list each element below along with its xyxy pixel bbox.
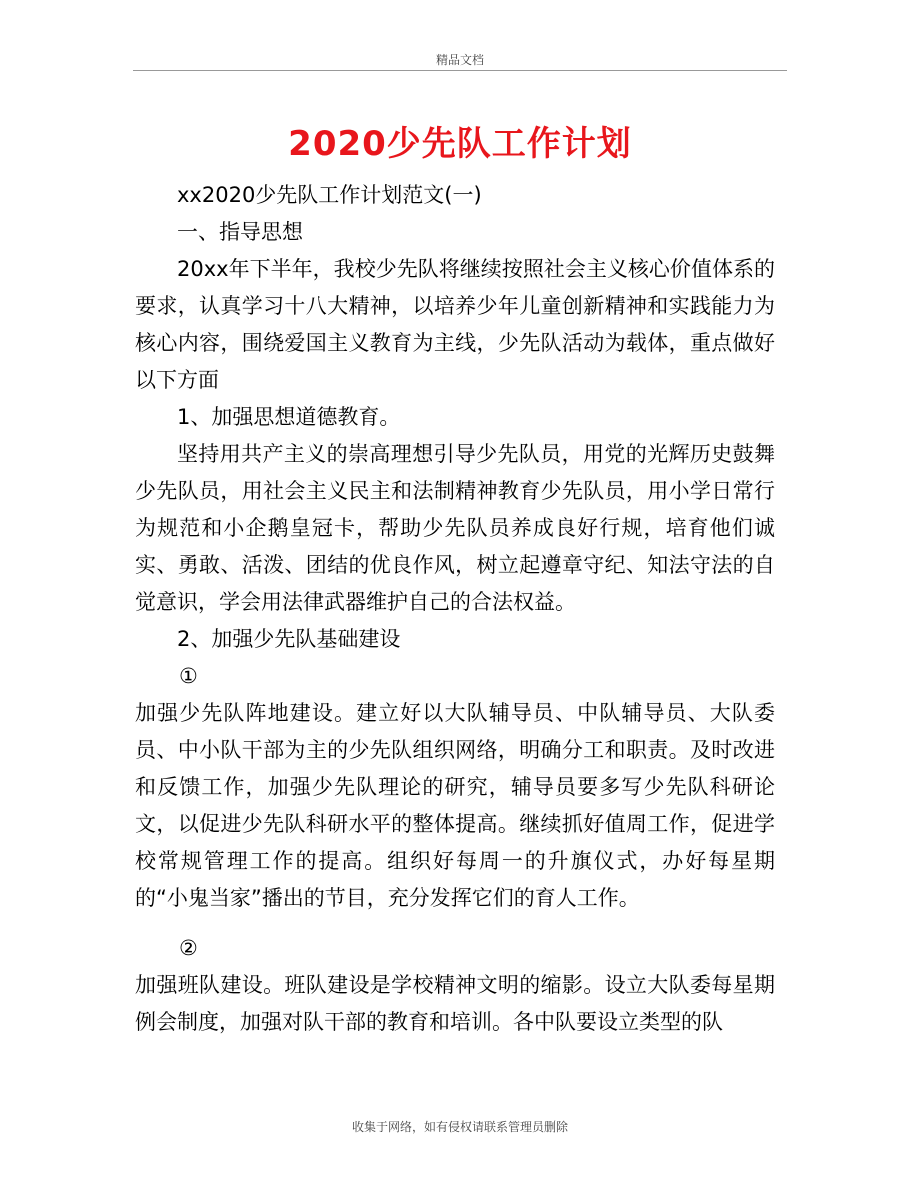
subsection-heading: 1、加强思想道德教育。 — [177, 405, 401, 429]
document-body — [135, 177, 775, 1041]
paragraph-spacer — [135, 917, 775, 930]
subsection-heading: 2、加强少先队基础建设 — [177, 627, 401, 651]
body-paragraph: 加强少先队阵地建设。建立好以大队辅导员、中队辅导员、大队委员、中小队干部为主的少先队组织网络，明确分工和职责。及时改进和反馈工作，加强少先队理论的研究，辅导员要多写少先队科研论文，以促进少先队科研水平的整体提高。继续抓好值周工作，促进学校常规管理工作的提高。组织好每周一的升旗仪式，办好每星期的“小鬼当家”播出的节目，充分发挥它们的育人工作。 — [135, 701, 775, 910]
document-title: 2020少先队工作计划 — [288, 124, 632, 164]
header-divider — [133, 70, 787, 71]
circled-number-marker: ② — [179, 936, 198, 960]
page-footer-label: 收集于网络，如有侵权请联系管理员删除 — [351, 1120, 568, 1134]
section-heading: 一、指导思想 — [177, 220, 303, 244]
body-paragraph: 加强班队建设。班队建设是学校精神文明的缩影。设立大队委每星期例会制度，加强对队干部的教育和培训。各中队要设立类型的队 — [135, 973, 775, 1034]
body-paragraph: 坚持用共产主义的崇高理想引导少先队员，用党的光辉历史鼓舞少先队员，用社会主义民主和法制精神教育少先队员，用小学日常行为规范和小企鹅皇冠卡，帮助少先队员养成良好行规，培育他们诚实、勇敢、活泼、团结的优良作风，树立起遵章守纪、知法守法的自觉意识，学会用法律武器维护自己的合法权益。 — [135, 442, 775, 614]
page-header-label: 精品文档 — [435, 53, 484, 67]
circled-number-marker: ① — [179, 664, 198, 688]
body-paragraph: 20xx年下半年，我校少先队将继续按照社会主义核心价值体系的要求，认真学习十八大精神，以培养少年儿童创新精神和实践能力为核心内容，围绕爱国主义教育为主线，少先队活动为载体，重点做好以下方面 — [135, 257, 775, 392]
subtitle-paragraph: xx2020少先队工作计划范文(一) — [177, 183, 482, 207]
